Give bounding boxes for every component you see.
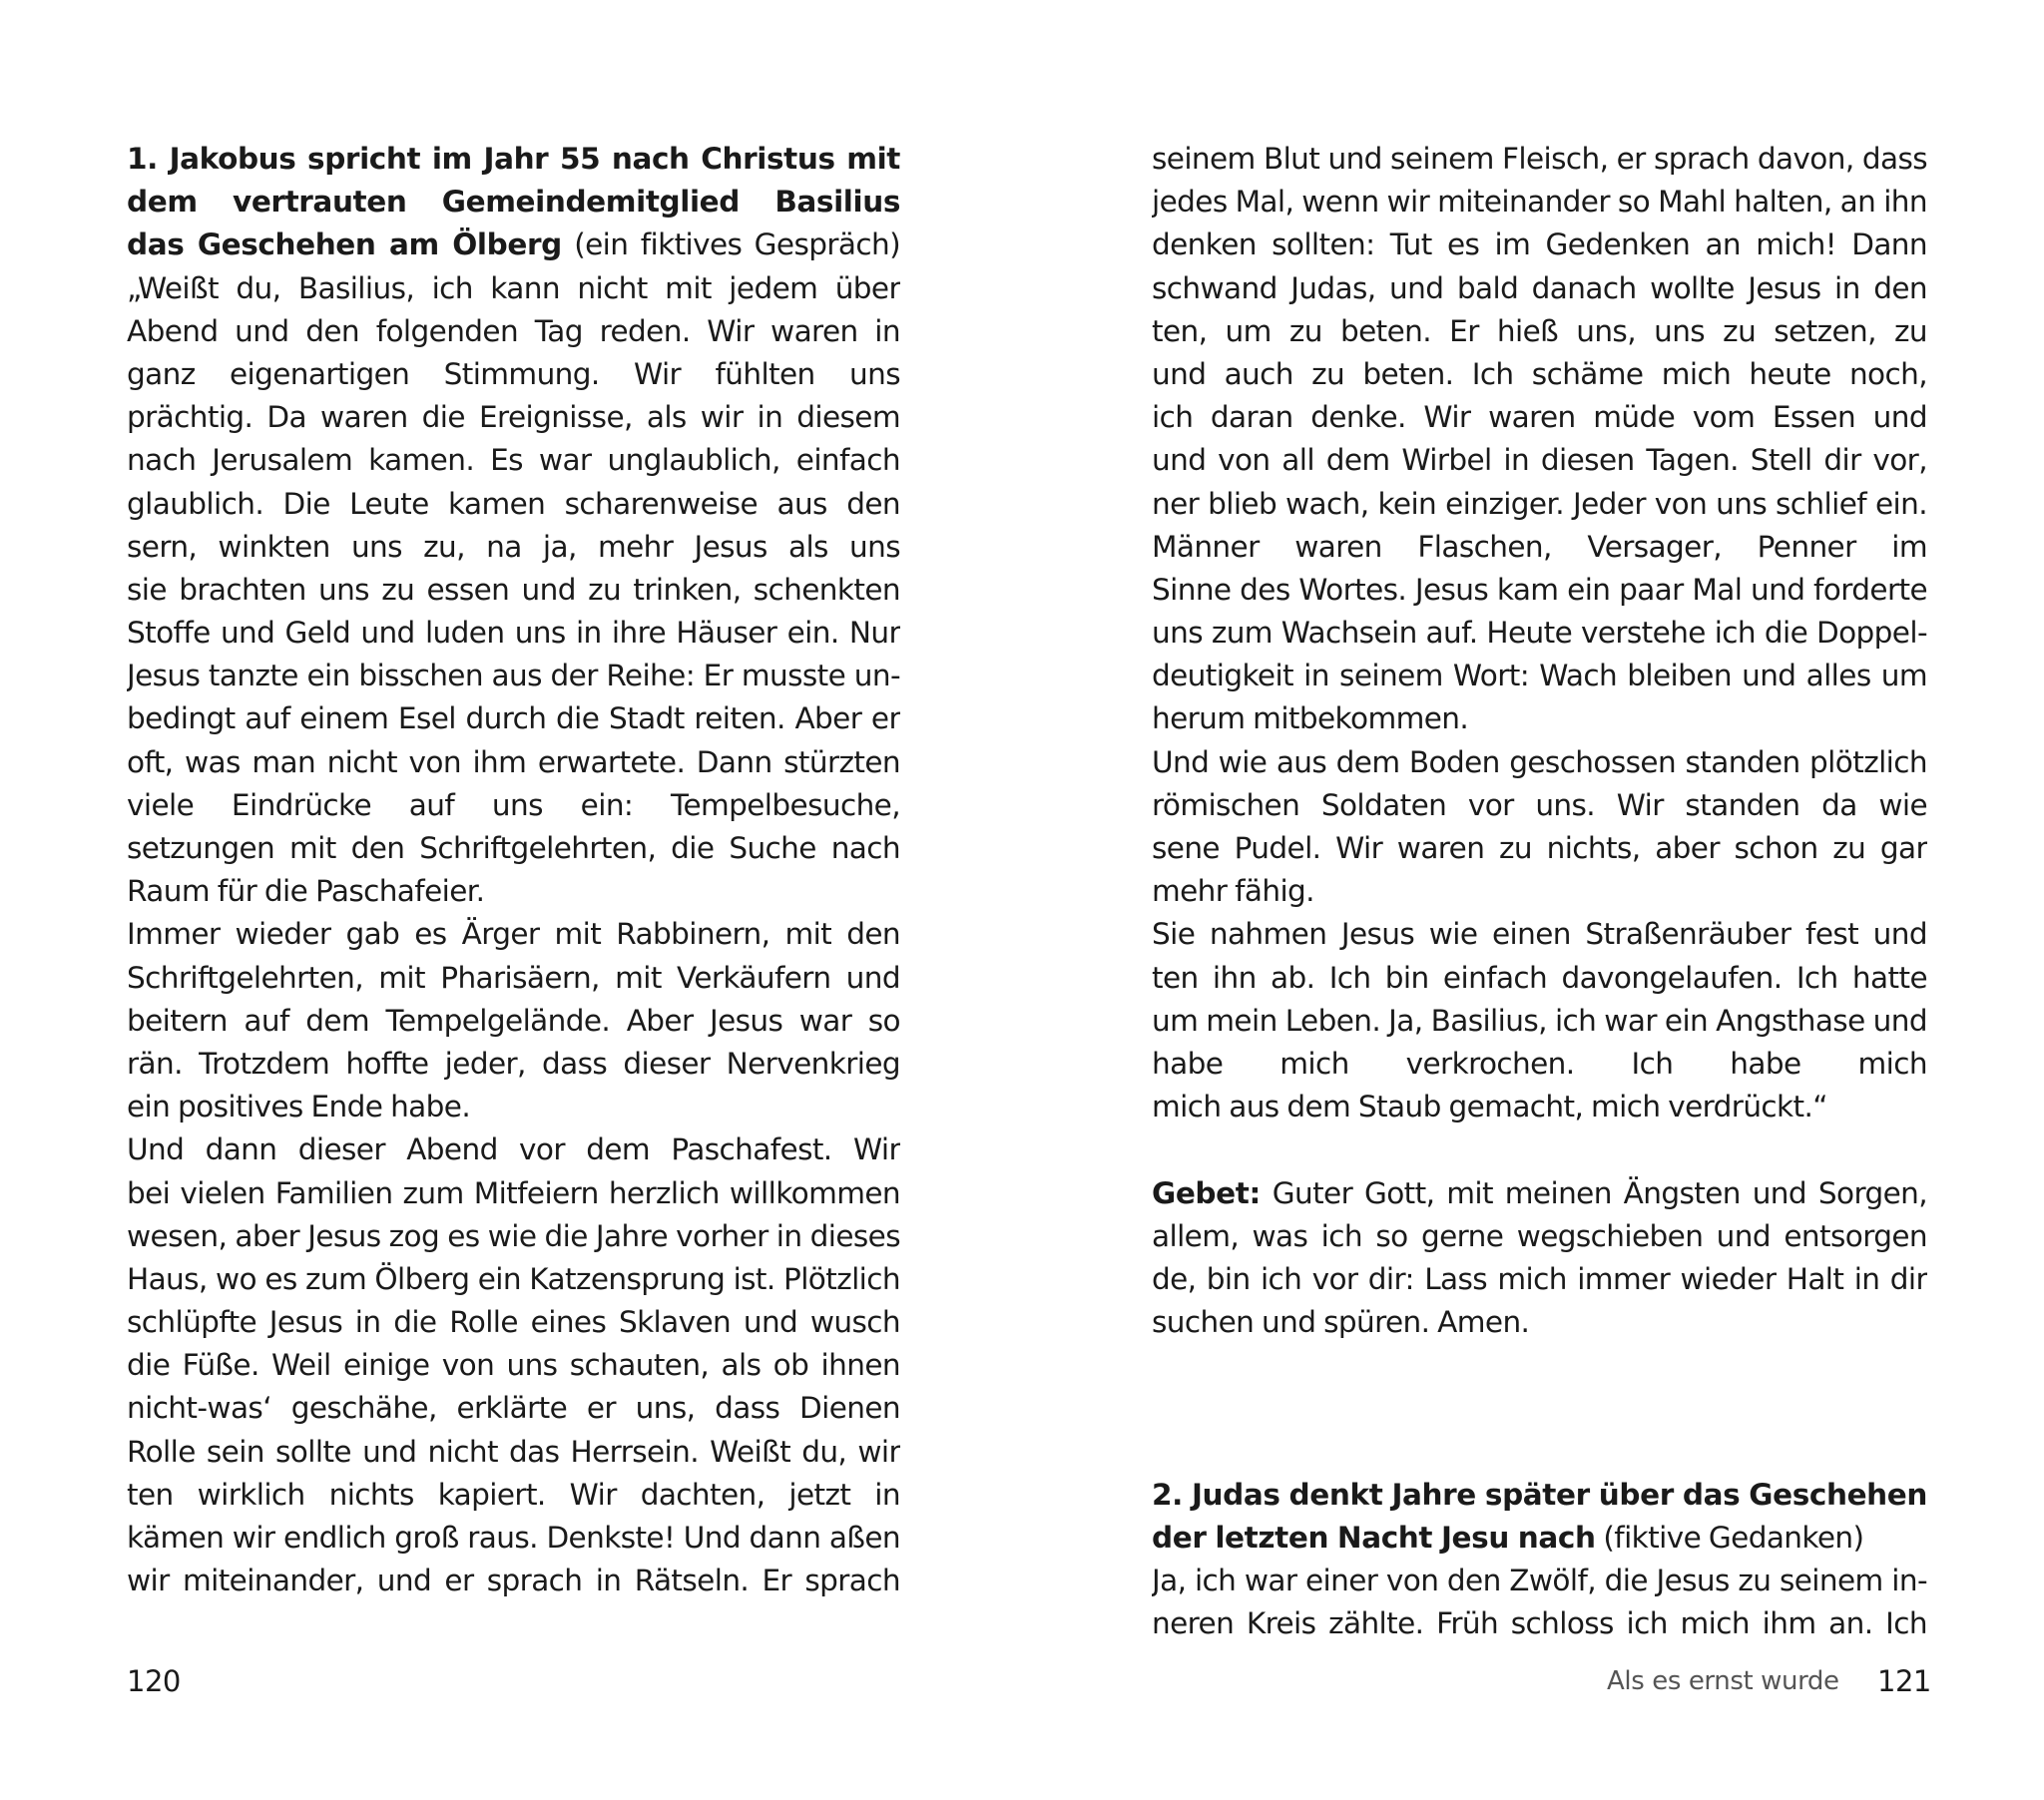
body-text: Sie nahmen Jesus wie einen Straßenräuber fest und xyxy=(1152,917,1927,952)
body-text: ganz eigenartigen Stimmung. Wir fühlten uns xyxy=(127,356,900,391)
bold-text: Gebet: xyxy=(1152,1175,1261,1210)
body-text: ich daran denke. Wir waren müde vom Essen und xyxy=(1152,400,1927,435)
text-line xyxy=(1152,569,1927,612)
body-text: Jesus tanzte ein bisschen aus der Reihe: Er musste un- xyxy=(127,659,900,693)
body-text: wesen, aber Jesus zog es wie die Jahre vorher in dieses xyxy=(127,1218,900,1253)
text-line xyxy=(127,310,900,353)
body-text: und von all dem Wirbel in diesen Tagen. Stell dir vor, xyxy=(1152,443,1927,478)
text-line xyxy=(1152,1258,1927,1301)
blank-line xyxy=(1152,1387,1927,1430)
body-text: Abend und den folgenden Tag reden. Wir waren in xyxy=(127,313,900,348)
text-line xyxy=(127,1172,900,1215)
text-line xyxy=(1152,396,1927,439)
text-line xyxy=(127,697,900,740)
body-text: Ja, ich war einer von den Zwölf, die Jesus zu seinem in- xyxy=(1152,1564,1927,1598)
body-text: Rolle sein sollte und nicht das Herrsein. Weißt du, wir xyxy=(127,1434,900,1469)
body-text: wir miteinander, und er sprach in Rätseln. Er sprach xyxy=(127,1564,900,1598)
text-line xyxy=(1152,655,1927,697)
body-text: prächtig. Da waren die Ereignisse, als wir in diesem xyxy=(127,400,900,435)
body-text: Schriftgelehrten, mit Pharisäern, mit Verkäufern und xyxy=(127,960,900,995)
text-line xyxy=(127,612,900,655)
text-line xyxy=(1152,612,1927,655)
text-line xyxy=(127,957,900,1000)
text-line xyxy=(1152,870,1927,913)
body-text: de, bin ich vor dir: Lass mich immer wieder Halt in dir xyxy=(1152,1261,1927,1296)
body-text: viele Eindrücke auf uns ein: Tempelbesuche, xyxy=(127,787,900,822)
text-line xyxy=(127,1043,900,1086)
body-text: deutigkeit in seinem Wort: Wach bleiben und alles um xyxy=(1152,659,1927,693)
text-line xyxy=(1152,1043,1927,1086)
text-line xyxy=(1152,483,1927,526)
body-text: jedes Mal, wenn wir miteinander so Mahl halten, an ihn xyxy=(1152,185,1927,220)
blank-line xyxy=(1152,1344,1927,1387)
text-line xyxy=(1152,1602,1927,1645)
body-text: schwand Judas, und bald danach wollte Jesus in den xyxy=(1152,270,1927,305)
text-line xyxy=(1152,310,1927,353)
text-line xyxy=(127,784,900,827)
text-line xyxy=(1152,913,1927,956)
text-line xyxy=(127,827,900,870)
text-line xyxy=(1152,697,1927,740)
body-text: und auch zu beten. Ich schäme mich heute noch, xyxy=(1152,356,1927,391)
body-text: (fiktive Gedanken) xyxy=(1595,1521,1864,1555)
body-text: setzungen mit den Schriftgelehrten, die Suche nach xyxy=(127,831,900,865)
text-line xyxy=(1152,439,1927,482)
text-line xyxy=(127,439,900,482)
text-line xyxy=(127,1215,900,1258)
body-text: nach Jerusalem kamen. Es war unglaublich, einfach xyxy=(127,443,900,478)
body-text: „Weißt du, Basilius, ich kann nicht mit jedem über xyxy=(127,270,900,305)
body-text: mehr fähig. xyxy=(1152,874,1314,909)
body-text: beitern auf dem Tempelgelände. Aber Jesus war so xyxy=(127,1003,900,1038)
body-text: Guter Gott, mit meinen Ängsten und Sorgen, xyxy=(1272,1175,1927,1210)
running-head: Als es ernst wurde xyxy=(1607,1666,1839,1696)
body-text: ten ihn ab. Ich bin einfach davongelaufen. Ich hatte xyxy=(1152,960,1927,995)
body-text: Haus, wo es zum Ölberg ein Katzensprung ist. Plötzlich xyxy=(127,1261,900,1296)
text-line xyxy=(1152,224,1927,266)
body-text: die Füße. Weil einige von uns schauten, als ob ihnen xyxy=(127,1348,900,1383)
body-text: bei vielen Familien zum Mitfeiern herzlich willkommen xyxy=(127,1175,900,1210)
bold-text: 2. Judas denkt Jahre später über das Geschehen xyxy=(1152,1477,1927,1512)
text-line xyxy=(1152,1215,1927,1258)
text-line xyxy=(127,913,900,956)
text-line xyxy=(1152,1560,1927,1602)
bold-text: der letzten Nacht Jesu nach xyxy=(1152,1521,1596,1555)
text-line xyxy=(127,267,900,310)
body-text: mich aus dem Staub gemacht, mich verdrückt.“ xyxy=(1152,1090,1827,1125)
body-text: seinem Blut und seinem Fleisch, er sprach davon, dass xyxy=(1152,142,1927,176)
blank-line xyxy=(1152,1128,1927,1171)
body-text: ten wirklich nichts kapiert. Wir dachten, jetzt in xyxy=(127,1477,900,1512)
body-text: suchen und spüren. Amen. xyxy=(1152,1305,1530,1340)
body-text: um mein Leben. Ja, Basilius, ich war ein Angsthase und xyxy=(1152,1003,1927,1038)
text-line xyxy=(1152,1000,1927,1043)
bold-text: das Geschehen am Ölberg xyxy=(127,227,562,262)
body-text: Raum für die Paschafeier. xyxy=(127,874,485,909)
bold-text: 1. Jakobus spricht im Jahr 55 nach Christus mit xyxy=(127,142,900,176)
body-text: ein positives Ende habe. xyxy=(127,1090,471,1125)
text-line xyxy=(1152,957,1927,1000)
body-text: uns zum Wachsein auf. Heute verstehe ich die Doppel- xyxy=(1152,616,1927,651)
blank-line xyxy=(1152,1431,1927,1474)
text-line xyxy=(127,1517,900,1560)
text-line xyxy=(1152,267,1927,310)
text-line xyxy=(127,353,900,396)
text-line xyxy=(127,1344,900,1387)
body-text: Und wie aus dem Boden geschossen standen plötzlich xyxy=(1152,744,1927,779)
body-text: ner blieb wach, kein einziger. Jeder von uns schlief ein. xyxy=(1152,486,1927,521)
bold-text: dem vertrauten Gemeindemitglied Basilius xyxy=(127,185,900,220)
text-line xyxy=(127,224,900,266)
text-line xyxy=(127,569,900,612)
text-line xyxy=(1152,827,1927,870)
body-text: römischen Soldaten vor uns. Wir standen da wie xyxy=(1152,787,1927,822)
body-text: rän. Trotzdem hoffte jeder, dass dieser Nervenkrieg xyxy=(127,1046,900,1081)
body-text: sern, winkten uns zu, na ja, mehr Jesus als uns xyxy=(127,529,900,564)
text-line xyxy=(1152,1172,1927,1215)
body-text: (ein fiktives Gespräch) xyxy=(561,227,900,262)
body-text: habe mich verkrochen. Ich habe mich xyxy=(1152,1046,1927,1081)
text-line xyxy=(1152,1474,1927,1517)
body-text: ten, um zu beten. Er hieß uns, uns zu setzen, zu xyxy=(1152,313,1927,348)
body-text: Männer waren Flaschen, Versager, Penner im xyxy=(1152,529,1927,564)
text-line xyxy=(127,1086,900,1128)
body-text: denken sollten: Tut es im Gedenken an mich! Dann xyxy=(1152,227,1927,262)
page-number-right: 121 xyxy=(1877,1664,1931,1698)
text-line xyxy=(127,1560,900,1602)
text-line xyxy=(1152,138,1927,181)
body-text: glaublich. Die Leute kamen scharenweise aus den xyxy=(127,486,900,521)
text-line xyxy=(127,1301,900,1344)
body-text: oft, was man nicht von ihm erwartete. Dann stürzten xyxy=(127,744,900,779)
text-line xyxy=(1152,181,1927,224)
right-text-column xyxy=(1152,138,1927,1646)
text-line xyxy=(1152,353,1927,396)
text-line xyxy=(1152,784,1927,827)
text-line xyxy=(127,1431,900,1474)
body-text: herum mitbekommen. xyxy=(1152,701,1469,736)
text-line xyxy=(127,483,900,526)
text-line xyxy=(1152,1301,1927,1344)
text-line xyxy=(127,396,900,439)
text-line xyxy=(127,870,900,913)
body-text: neren Kreis zählte. Früh schloss ich mich ihm an. Ich xyxy=(1152,1606,1927,1641)
right-page xyxy=(1022,0,2044,1800)
left-text-column xyxy=(127,138,900,1602)
text-line xyxy=(1152,526,1927,569)
text-line xyxy=(127,1474,900,1517)
text-line xyxy=(127,1000,900,1043)
text-line xyxy=(127,181,900,224)
text-line xyxy=(1152,741,1927,784)
body-text: Und dann dieser Abend vor dem Paschafest. Wir xyxy=(127,1132,900,1167)
body-text: sene Pudel. Wir waren zu nichts, aber schon zu gar xyxy=(1152,831,1927,865)
text-line xyxy=(127,1128,900,1171)
page-number-left: 120 xyxy=(127,1664,181,1698)
body-text: bedingt auf einem Esel durch die Stadt reiten. Aber er xyxy=(127,701,900,736)
text-line xyxy=(127,1258,900,1301)
body-text: schlüpfte Jesus in die Rolle eines Sklaven und wusch xyxy=(127,1305,900,1340)
text-line xyxy=(127,526,900,569)
text-line xyxy=(1152,1086,1927,1128)
body-text: kämen wir endlich groß raus. Denkste! Und dann aßen xyxy=(127,1521,900,1555)
body-text: Sinne des Wortes. Jesus kam ein paar Mal und forderte xyxy=(1152,572,1927,607)
text-line xyxy=(127,741,900,784)
body-text: allem, was ich so gerne wegschieben und entsorgen xyxy=(1152,1218,1927,1253)
body-text: Immer wieder gab es Ärger mit Rabbinern, mit den xyxy=(127,917,900,952)
body-text: nicht-was‘ geschähe, erklärte er uns, dass Dienen xyxy=(127,1391,900,1426)
body-text: Stoffe und Geld und luden uns in ihre Häuser ein. Nur xyxy=(127,616,900,651)
text-line xyxy=(1152,1517,1927,1560)
body-text: sie brachten uns zu essen und zu trinken, schenkten xyxy=(127,572,900,607)
text-line xyxy=(127,1387,900,1430)
text-line xyxy=(127,138,900,181)
text-line xyxy=(127,655,900,697)
